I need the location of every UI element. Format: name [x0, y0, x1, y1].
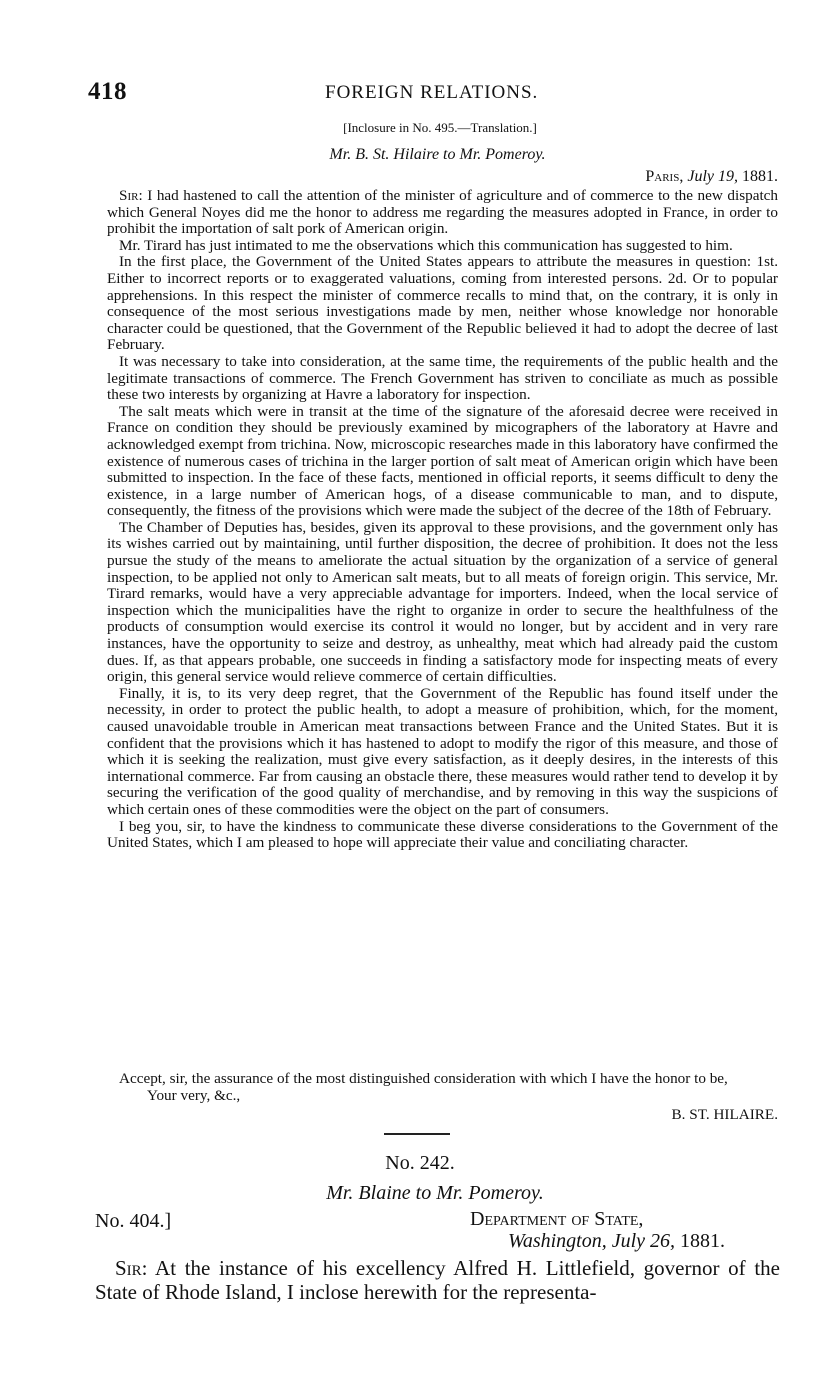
dateline-year: 1881.: [742, 168, 778, 185]
paragraph: It was necessary to take into consideration, at the same time, the requirements of the public health and the legitimate transactions of commerce. The French Government has striven to conciliate as much as possible these two interests by organizing at Havre a laboratory for inspection.: [107, 352, 778, 404]
letter-dateline-2: [508, 1230, 725, 1253]
paragraph: [95, 1256, 780, 1304]
dateline-place: Washington,: [508, 1230, 607, 1252]
letter-closing: [107, 1070, 778, 1123]
running-title: FOREIGN RELATIONS.: [325, 82, 539, 103]
dateline-month-day: July 19,: [687, 168, 738, 185]
document-number: No. 242.: [385, 1152, 455, 1174]
closing-valediction: Your very, &c.,: [147, 1087, 241, 1104]
section-divider: [384, 1133, 450, 1135]
letter-body: [107, 188, 778, 852]
page-number: 418: [88, 78, 127, 105]
dateline-month-day: July 26,: [611, 1230, 676, 1252]
department-name: Department of State,: [470, 1208, 644, 1230]
paragraph-text: I had hastened to call the attention of the minister of agriculture and of commerce to the new dispatch which General Noyes did me the honor to address me regarding the measures adopted in France, in order to prohibit the importation of salt pork of American origin.: [107, 187, 778, 238]
closing-text: Accept, sir, the assurance of the most distinguished consideration with which I have the honor to be,: [119, 1070, 728, 1087]
reference-number: No. 404.]: [95, 1210, 172, 1232]
paragraph: I beg you, sir, to have the kindness to communicate these diverse considerations to the Government of the United States, which I am pleased to hope will appreciate their value and conciliating character.: [107, 817, 778, 852]
paragraph: The Chamber of Deputies has, besides, given its approval to these provisions, and the government only has its wishes carried out by maintaining, until further disposition, the decree of prohibition. It does not the less pursue the study of the means to ameliorate the actual situation by the organization of a service of general inspection, to be applied not only to American salt meats, but to all meats of foreign origin. This service, Mr. Tirard remarks, would have a very appreciable advantage for importers. Indeed, when the local service of inspection which the municipalities have the right to organize in order to secure the healthfulness of the products of consumption would exercise its control it would no longer, but by accident and in very rare instances, have the opportunity to seize and destroy, as unhealthy, meat which had already paid the custom dues. If, as that appears probable, one succeeds in finding a satisfactory mode for inspecting meats of every origin, this general service would relieve commerce of certain difficulties.: [107, 518, 778, 686]
paragraph: In the first place, the Government of the United States appears to attribute the measures in question: 1st. Either to incorrect reports or to exaggerated valuations, coming from interested persons. 2d. Or to popular apprehensions. In this respect the minister of commerce recalls to mind that, on the contrary, it is only in consequence of the most serious investigations made by men, neither whose knowledge nor honorable character could be questioned, that the Government of the Republic believed it had to adopt the decree of last February.: [107, 253, 778, 354]
paragraph: The salt meats which were in transit at the time of the signature of the aforesaid decree were received in France on condition they should be previously examined by micographers of the laboratory at Havre and acknowledged exempt from trichina. Now, microscopic researches made in this laboratory have confirmed the existence of numerous cases of trichina in the larger portion of salt meat of American origin which have been submitted to inspection. In the face of these facts, mentioned in official reports, it seems difficult to deny the existence, in a large number of American hogs, of a disease communicable to man, and to dispute, consequently, the fitness of the provisions which were made the subject of the decree of the 18th of February.: [107, 402, 778, 520]
paragraph: [107, 188, 778, 238]
letter-dateline: [645, 168, 778, 186]
signature: B. ST. HILAIRE.: [671, 1106, 778, 1123]
letter-heading-2: Mr. Blaine to Mr. Pomeroy.: [326, 1182, 544, 1204]
paragraph: Finally, it is, to its very deep regret, that the Government of the Republic has found itself under the necessity, in order to protect the public health, to adopt a measure of prohibition, which, for the moment, caused unavoidable trouble in American meat transactions between France and the United States. But it is confident that the provisions which it has hastened to adopt to modify the rigor of this measure, and those of which it is seeking the realization, must give every satisfaction, as it deeply desires, in the interests of this international commerce. Far from causing an obstacle there, these measures would rather tend to develop it by securing the verification of the good quality of merchandise, and by removing in this way the suspicions of which certain ones of these commodities were the object on the part of consumers.: [107, 684, 778, 818]
dateline-year: 1881.: [680, 1230, 726, 1252]
paragraph-text: At the instance of his excellency Alfred H. Littlefield, governor of the State of Rhode Island, I inclose herewith for the representa-: [95, 1256, 780, 1304]
salutation: Sir:: [115, 1256, 148, 1280]
letter-heading: Mr. B. St. Hilaire to Mr. Pomeroy.: [329, 146, 546, 163]
salutation: Sir:: [119, 187, 143, 204]
paragraph: Mr. Tirard has just intimated to me the observations which this communication has suggested to him.: [119, 236, 733, 254]
dateline-place: Paris,: [645, 168, 684, 185]
enclosure-label: [Inclosure in No. 495.—Translation.]: [343, 120, 537, 135]
letter-body-2: [95, 1256, 780, 1304]
